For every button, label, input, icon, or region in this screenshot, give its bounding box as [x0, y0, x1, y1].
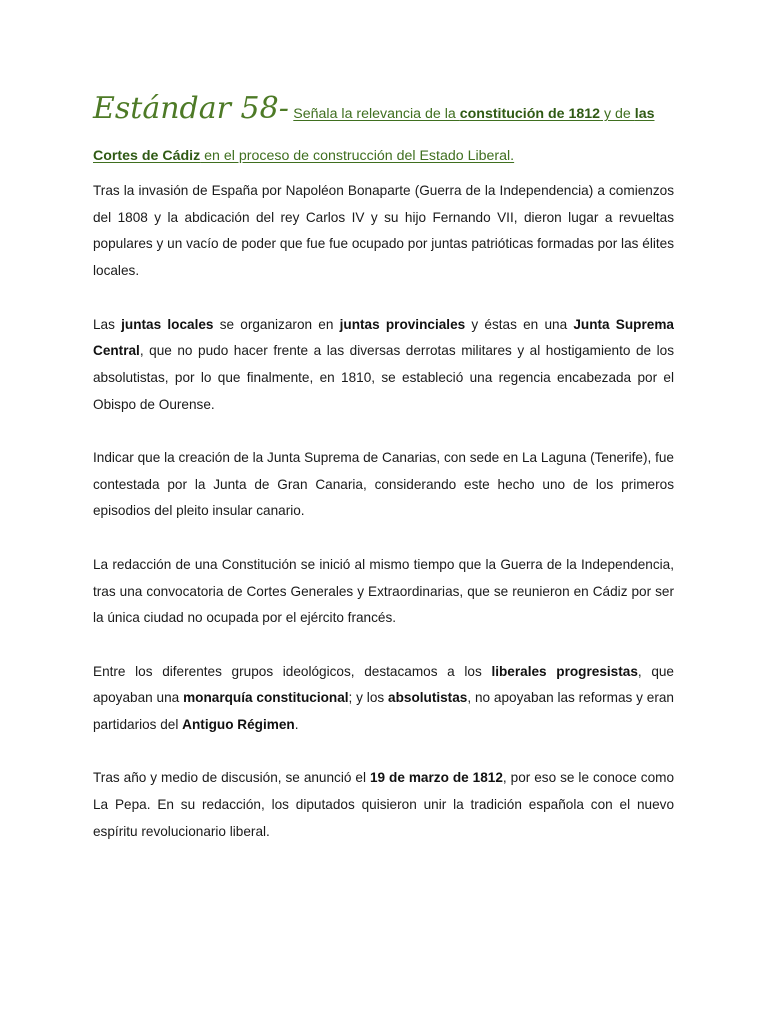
- bold-term: absolutistas: [388, 690, 468, 706]
- bold-term: Junta Suprema Central: [93, 316, 674, 359]
- text-run: se organizaron en: [213, 316, 340, 332]
- bold-term: monarquía constitucional: [183, 690, 349, 706]
- text-run: , por eso se le conoce como La Pepa. En su redacción, los diputados quisieron unir la tradición española con el nuevo espíritu revolucionario liberal.: [93, 770, 675, 839]
- subtitle-bold: las Cortes de Cádiz: [93, 106, 655, 164]
- bold-term: 19 de marzo de 1812: [369, 770, 503, 786]
- bold-term: juntas provinciales: [339, 316, 466, 332]
- subtitle-text: en el proceso de construcción del Estado Liberal.: [200, 148, 515, 164]
- text-run: y éstas en una: [465, 316, 574, 332]
- text-run: Entre los diferentes grupos ideológicos, destacamos a los: [93, 663, 492, 679]
- text-run: Las: [93, 316, 122, 332]
- text-run: , no apoyaban las reformas y eran partidarios del: [93, 690, 674, 732]
- paragraph-1: Tras la invasión de España por Napoléon Bonaparte (Guerra de la Independencia) a comienzos del 1808 y la abdicación del rey Carlos IV y su hijo Fernando VII, dieron lugar a revueltas populares y un vacío de poder que fue fue ocupado por juntas patrióticas formadas por las élites locales.: [93, 183, 674, 279]
- text-run: ; y los: [348, 690, 389, 706]
- paragraph-2: [93, 312, 674, 419]
- document-body: [93, 178, 674, 872]
- subtitle-bold: constitución de 1812: [459, 106, 601, 122]
- paragraph-6: [93, 765, 674, 845]
- paragraph-3: Indicar que la creación de la Junta Suprema de Canarias, con sede en La Laguna (Tenerife), fue contestada por la Junta de Gran Canaria, considerando este hecho uno de los primeros episodios del pleito insular canario.: [93, 450, 674, 519]
- text-run: , que apoyaban una: [93, 663, 674, 706]
- text-run: Tras año y medio de discusión, se anunció el: [93, 770, 370, 786]
- bold-term: juntas locales: [121, 316, 214, 332]
- text-run: .: [294, 717, 299, 732]
- bold-term: Antiguo Régimen: [182, 717, 295, 732]
- paragraph-5: [93, 659, 674, 739]
- text-run: , que no pudo hacer frente a las diversas derrotas militares y al hostigamiento de los absolutistas, por lo que finalmente, en 1810, se estableció una regencia encabezada por el Obispo de Ourense.: [93, 343, 674, 412]
- paragraph-4: La redacción de una Constitución se inició al mismo tiempo que la Guerra de la Independencia, tras una convocatoria de Cortes Generales y Extraordinarias, que se reunieron en Cádiz por ser la única ciudad no ocupada por el ejército francés.: [93, 556, 674, 626]
- subtitle-text: y de: [600, 106, 635, 122]
- bold-term: liberales progresistas: [491, 663, 638, 679]
- subtitle-text: Señala la relevancia de la: [293, 106, 460, 122]
- heading: [93, 88, 675, 177]
- standard-title: Estándar 58-: [93, 91, 289, 126]
